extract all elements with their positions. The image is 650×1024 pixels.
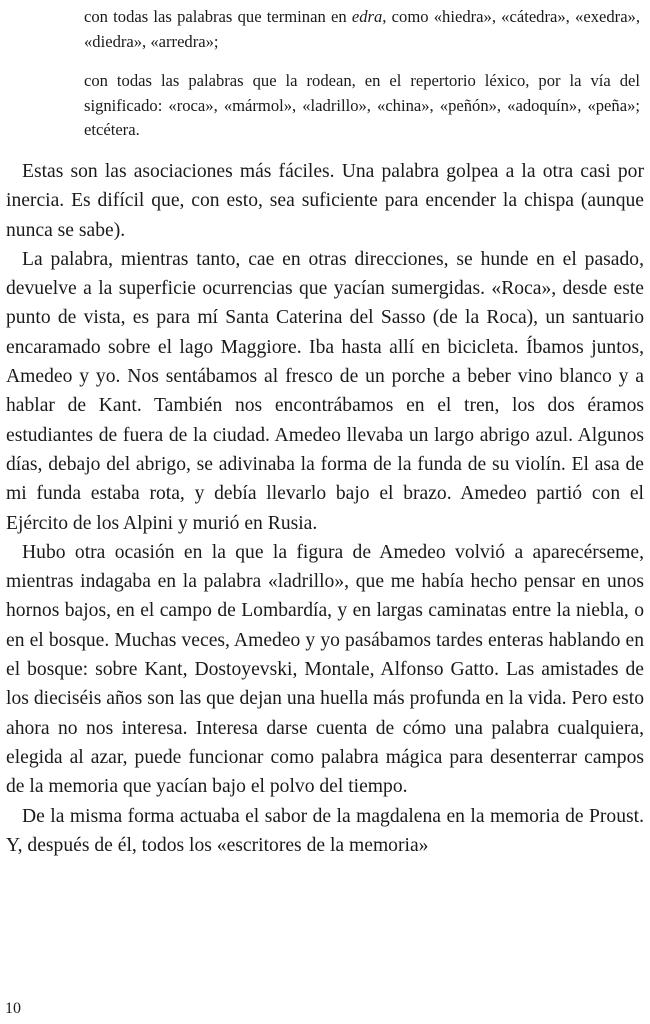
paragraph-4: De la misma forma actuaba el sabor de la magdalena en la memoria de Proust. Y, después de él, todos los «escritores de la memoria» (6, 805, 644, 856)
paragraph-1: Estas son las asociaciones más fáciles. Una palabra golpea a la otra casi por inercia. Es difícil que, con esto, sea suficiente para encender la chispa (aunque nunca se sabe). (6, 161, 644, 241)
paragraph-2: La palabra, mientras tanto, cae en otras direcciones, se hunde en el pasado, devuelve a la superficie ocurrencias que yacían sumergidas. «Roca», desde este punto de vista, es para mí Santa Caterina del Sasso (de la Roca), un santuario encaramado sobre el lago Maggiore. Iba hasta allí en bicicleta. Íbamos juntos, Amedeo y yo. Nos sentábamos al fresco de un porche a beber vino blanco y a hablar de Kant. También nos encontrábamos en el tren, los dos éramos estudiantes de fuera de la ciudad. Amedeo llevaba un largo abrigo azul. Algunos días, debajo del abrigo, se adivinaba la forma de la funda de su violín. El asa de mi funda estaba rota, y debía llevarlo bajo el brazo. Amedeo partió con el Ejército de los Alpini y murió en Rusia. (6, 248, 644, 534)
quote-1-before: con todas las palabras que terminan en (84, 7, 352, 26)
quote-edra-words (84, 5, 640, 54)
quote-meaning-words: con todas las palabras que la rodean, en el repertorio léxico, por la vía del significado: «roca», «mármol», «ladrillo», «china», «peñón», «adoquín», «peña»; etcétera. (84, 71, 640, 139)
quote-1-emphasis: edra (351, 7, 383, 26)
body-text (6, 157, 644, 860)
quote-1-after: , como «hiedra», «cátedra», «exedra», «diedra», «arredra»; (84, 7, 641, 51)
page-number: 10 (5, 1000, 21, 1017)
paragraph-3: Hubo otra ocasión en la que la figura de Amedeo volvió a aparecérseme, mientras indagaba en la palabra «ladrillo», que me había hecho pensar en unos hornos bajos, en el campo de Lombardía, y en largas caminatas entre la niebla, o en el bosque. Muchas veces, Amedeo y yo pasábamos tardes enteras hablando en el bosque: sobre Kant, Dostoyevski, Montale, Alfonso Gatto. Las amistades de los dieciséis años son las que dejan una huella más profunda en la vida. Pero esto ahora no nos interesa. Interesa darse cuenta de cómo una palabra cualquiera, elegida al azar, puede funcionar como palabra mágica para desenterrar campos de la memoria que yacían bajo el polvo del tiempo. (6, 541, 644, 798)
